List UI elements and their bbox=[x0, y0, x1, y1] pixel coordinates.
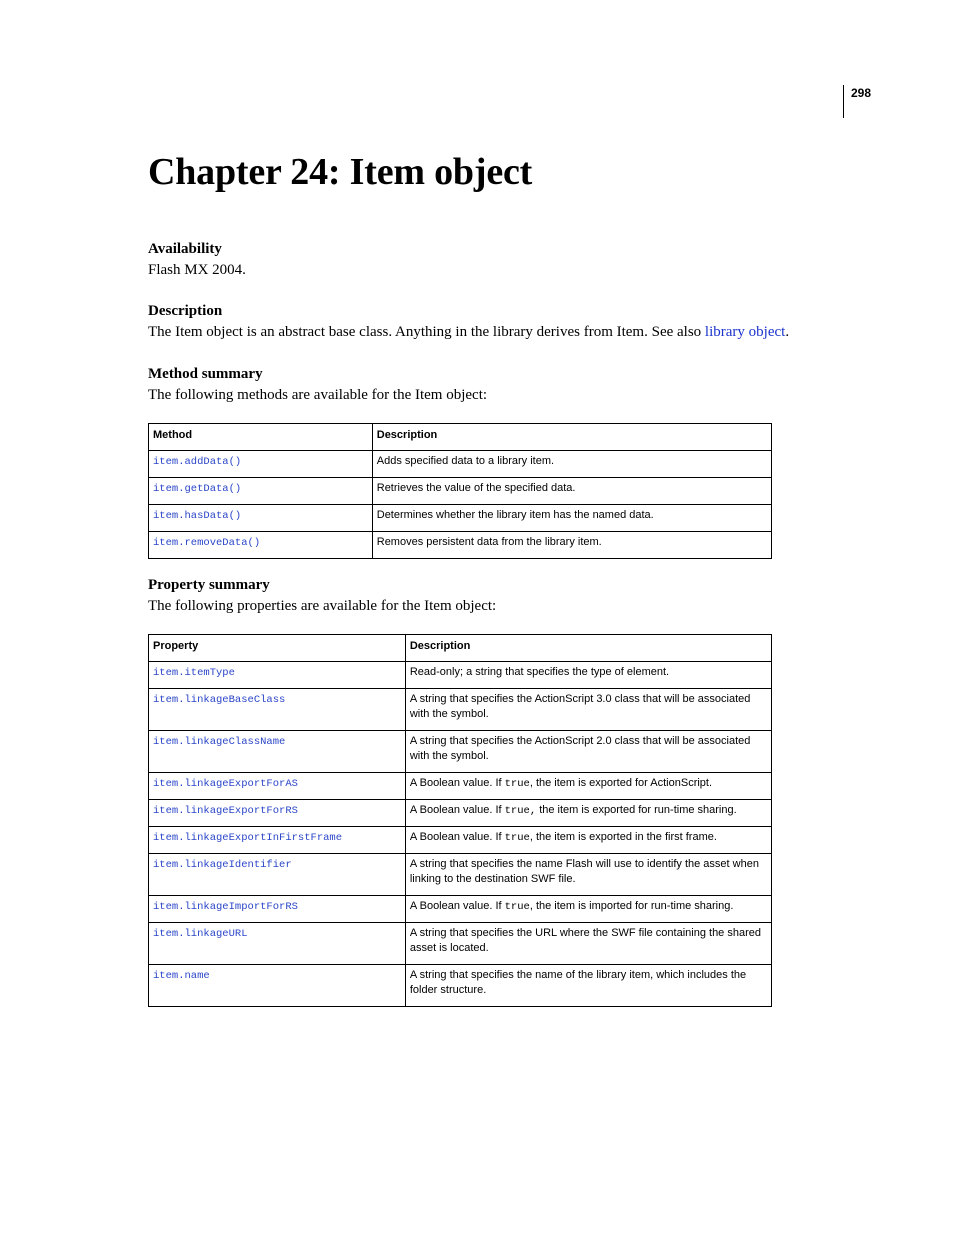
property-row-description-cell bbox=[405, 827, 771, 854]
property-row-link[interactable]: item.linkageExportInFirstFrame bbox=[153, 832, 343, 844]
property-row bbox=[149, 773, 772, 800]
method-row bbox=[149, 451, 772, 478]
library-object-link[interactable]: library object bbox=[704, 324, 786, 340]
description-text: the item is exported for run-time sharing. bbox=[536, 804, 737, 816]
property-row-description-cell: A string that specifies the name of the library item, which includes the folder structure. bbox=[405, 965, 771, 1007]
property-row-link[interactable]: item.linkageExportForAS bbox=[153, 778, 298, 790]
property-row-name-cell bbox=[149, 773, 406, 800]
method-description-column-header: Description bbox=[372, 424, 771, 451]
property-row bbox=[149, 662, 772, 689]
property-row-link[interactable]: item.linkageExportForRS bbox=[153, 805, 298, 817]
method-row-description-cell: Removes persistent data from the library item. bbox=[372, 532, 771, 559]
method-row-link[interactable]: item.addData() bbox=[153, 456, 242, 468]
method-row-name-cell bbox=[149, 505, 373, 532]
property-row-name-cell bbox=[149, 896, 406, 923]
method-row bbox=[149, 505, 772, 532]
description-text bbox=[148, 324, 789, 341]
property-row-name-cell bbox=[149, 800, 406, 827]
method-table-header-row bbox=[149, 424, 772, 451]
availability-text: Flash MX 2004. bbox=[148, 262, 246, 278]
method-row-description-cell: Determines whether the library item has the named data. bbox=[372, 505, 771, 532]
chapter-title: Chapter 24: Item object bbox=[148, 151, 533, 193]
method-row-name-cell bbox=[149, 478, 373, 505]
code-literal: true bbox=[504, 901, 530, 913]
method-row bbox=[149, 532, 772, 559]
property-row bbox=[149, 965, 772, 1007]
property-row-description-cell bbox=[405, 800, 771, 827]
property-row bbox=[149, 827, 772, 854]
property-row-description-cell: A string that specifies the name Flash will use to identify the asset when linking to the destination SWF file. bbox=[405, 854, 771, 896]
method-row-link[interactable]: item.removeData() bbox=[153, 537, 261, 549]
property-row-link[interactable]: item.itemType bbox=[153, 667, 235, 679]
property-row-name-cell bbox=[149, 731, 406, 773]
property-row-link[interactable]: item.linkageImportForRS bbox=[153, 901, 298, 913]
method-row-link[interactable]: item.hasData() bbox=[153, 510, 242, 522]
property-row-description-cell: Read-only; a string that specifies the type of element. bbox=[405, 662, 771, 689]
property-row bbox=[149, 731, 772, 773]
description-text: , the item is exported in the first frame. bbox=[529, 831, 717, 843]
property-row-link[interactable]: item.linkageIdentifier bbox=[153, 859, 292, 871]
description-text: A Boolean value. If bbox=[409, 804, 505, 816]
code-literal: true bbox=[504, 778, 530, 790]
property-row bbox=[149, 896, 772, 923]
method-column-header: Method bbox=[149, 424, 373, 451]
property-row-link[interactable]: item.linkageBaseClass bbox=[153, 694, 286, 706]
method-table-body bbox=[149, 451, 772, 559]
property-summary-table bbox=[148, 634, 772, 1007]
property-row-link[interactable]: item.name bbox=[153, 970, 210, 982]
property-row bbox=[149, 854, 772, 896]
property-row-description-cell: A string that specifies the URL where the SWF file containing the shared asset is located. bbox=[405, 923, 771, 965]
code-literal: true, bbox=[504, 805, 537, 817]
property-row-name-cell bbox=[149, 923, 406, 965]
property-row-name-cell bbox=[149, 689, 406, 731]
property-row-name-cell bbox=[149, 827, 406, 854]
description-text: A Boolean value. If bbox=[409, 900, 505, 912]
method-row-link[interactable]: item.getData() bbox=[153, 483, 242, 495]
property-row-description-cell: A string that specifies the ActionScript 3.0 class that will be associated with the symbol. bbox=[405, 689, 771, 731]
description-text-after: . bbox=[785, 324, 790, 340]
property-row-link[interactable]: item.linkageURL bbox=[153, 928, 248, 940]
property-row-description-cell bbox=[405, 896, 771, 923]
property-row-name-cell bbox=[149, 662, 406, 689]
property-table-header-row bbox=[149, 635, 772, 662]
description-heading: Description bbox=[148, 303, 223, 319]
description-text: A Boolean value. If bbox=[409, 777, 505, 789]
property-summary-heading: Property summary bbox=[148, 577, 270, 593]
method-row-description-cell: Retrieves the value of the specified data. bbox=[372, 478, 771, 505]
method-row-description-cell: Adds specified data to a library item. bbox=[372, 451, 771, 478]
property-row-description-cell bbox=[405, 773, 771, 800]
description-text-before: The Item object is an abstract base class. Anything in the library derives from Item. See also bbox=[148, 324, 705, 340]
description-text: , the item is imported for run-time sharing. bbox=[529, 900, 734, 912]
property-description-column-header: Description bbox=[405, 635, 771, 662]
method-summary-heading: Method summary bbox=[148, 366, 263, 382]
method-summary-intro: The following methods are available for the Item object: bbox=[148, 387, 488, 403]
property-table-body bbox=[149, 662, 772, 1007]
property-row-name-cell bbox=[149, 965, 406, 1007]
property-row bbox=[149, 800, 772, 827]
method-row-name-cell bbox=[149, 451, 373, 478]
property-row bbox=[149, 689, 772, 731]
property-row-description-cell: A string that specifies the ActionScript 2.0 class that will be associated with the symbol. bbox=[405, 731, 771, 773]
method-summary-table bbox=[148, 423, 772, 559]
property-summary-intro: The following properties are available for the Item object: bbox=[148, 598, 497, 614]
method-row bbox=[149, 478, 772, 505]
availability-heading: Availability bbox=[148, 241, 222, 257]
code-literal: true bbox=[504, 832, 530, 844]
property-row bbox=[149, 923, 772, 965]
description-text: A Boolean value. If bbox=[409, 831, 505, 843]
property-column-header: Property bbox=[149, 635, 406, 662]
page-number-divider bbox=[843, 85, 844, 118]
property-row-link[interactable]: item.linkageClassName bbox=[153, 736, 286, 748]
description-text: , the item is exported for ActionScript. bbox=[529, 777, 713, 789]
method-row-name-cell bbox=[149, 532, 373, 559]
property-row-name-cell bbox=[149, 854, 406, 896]
page-number: 298 bbox=[851, 86, 872, 100]
